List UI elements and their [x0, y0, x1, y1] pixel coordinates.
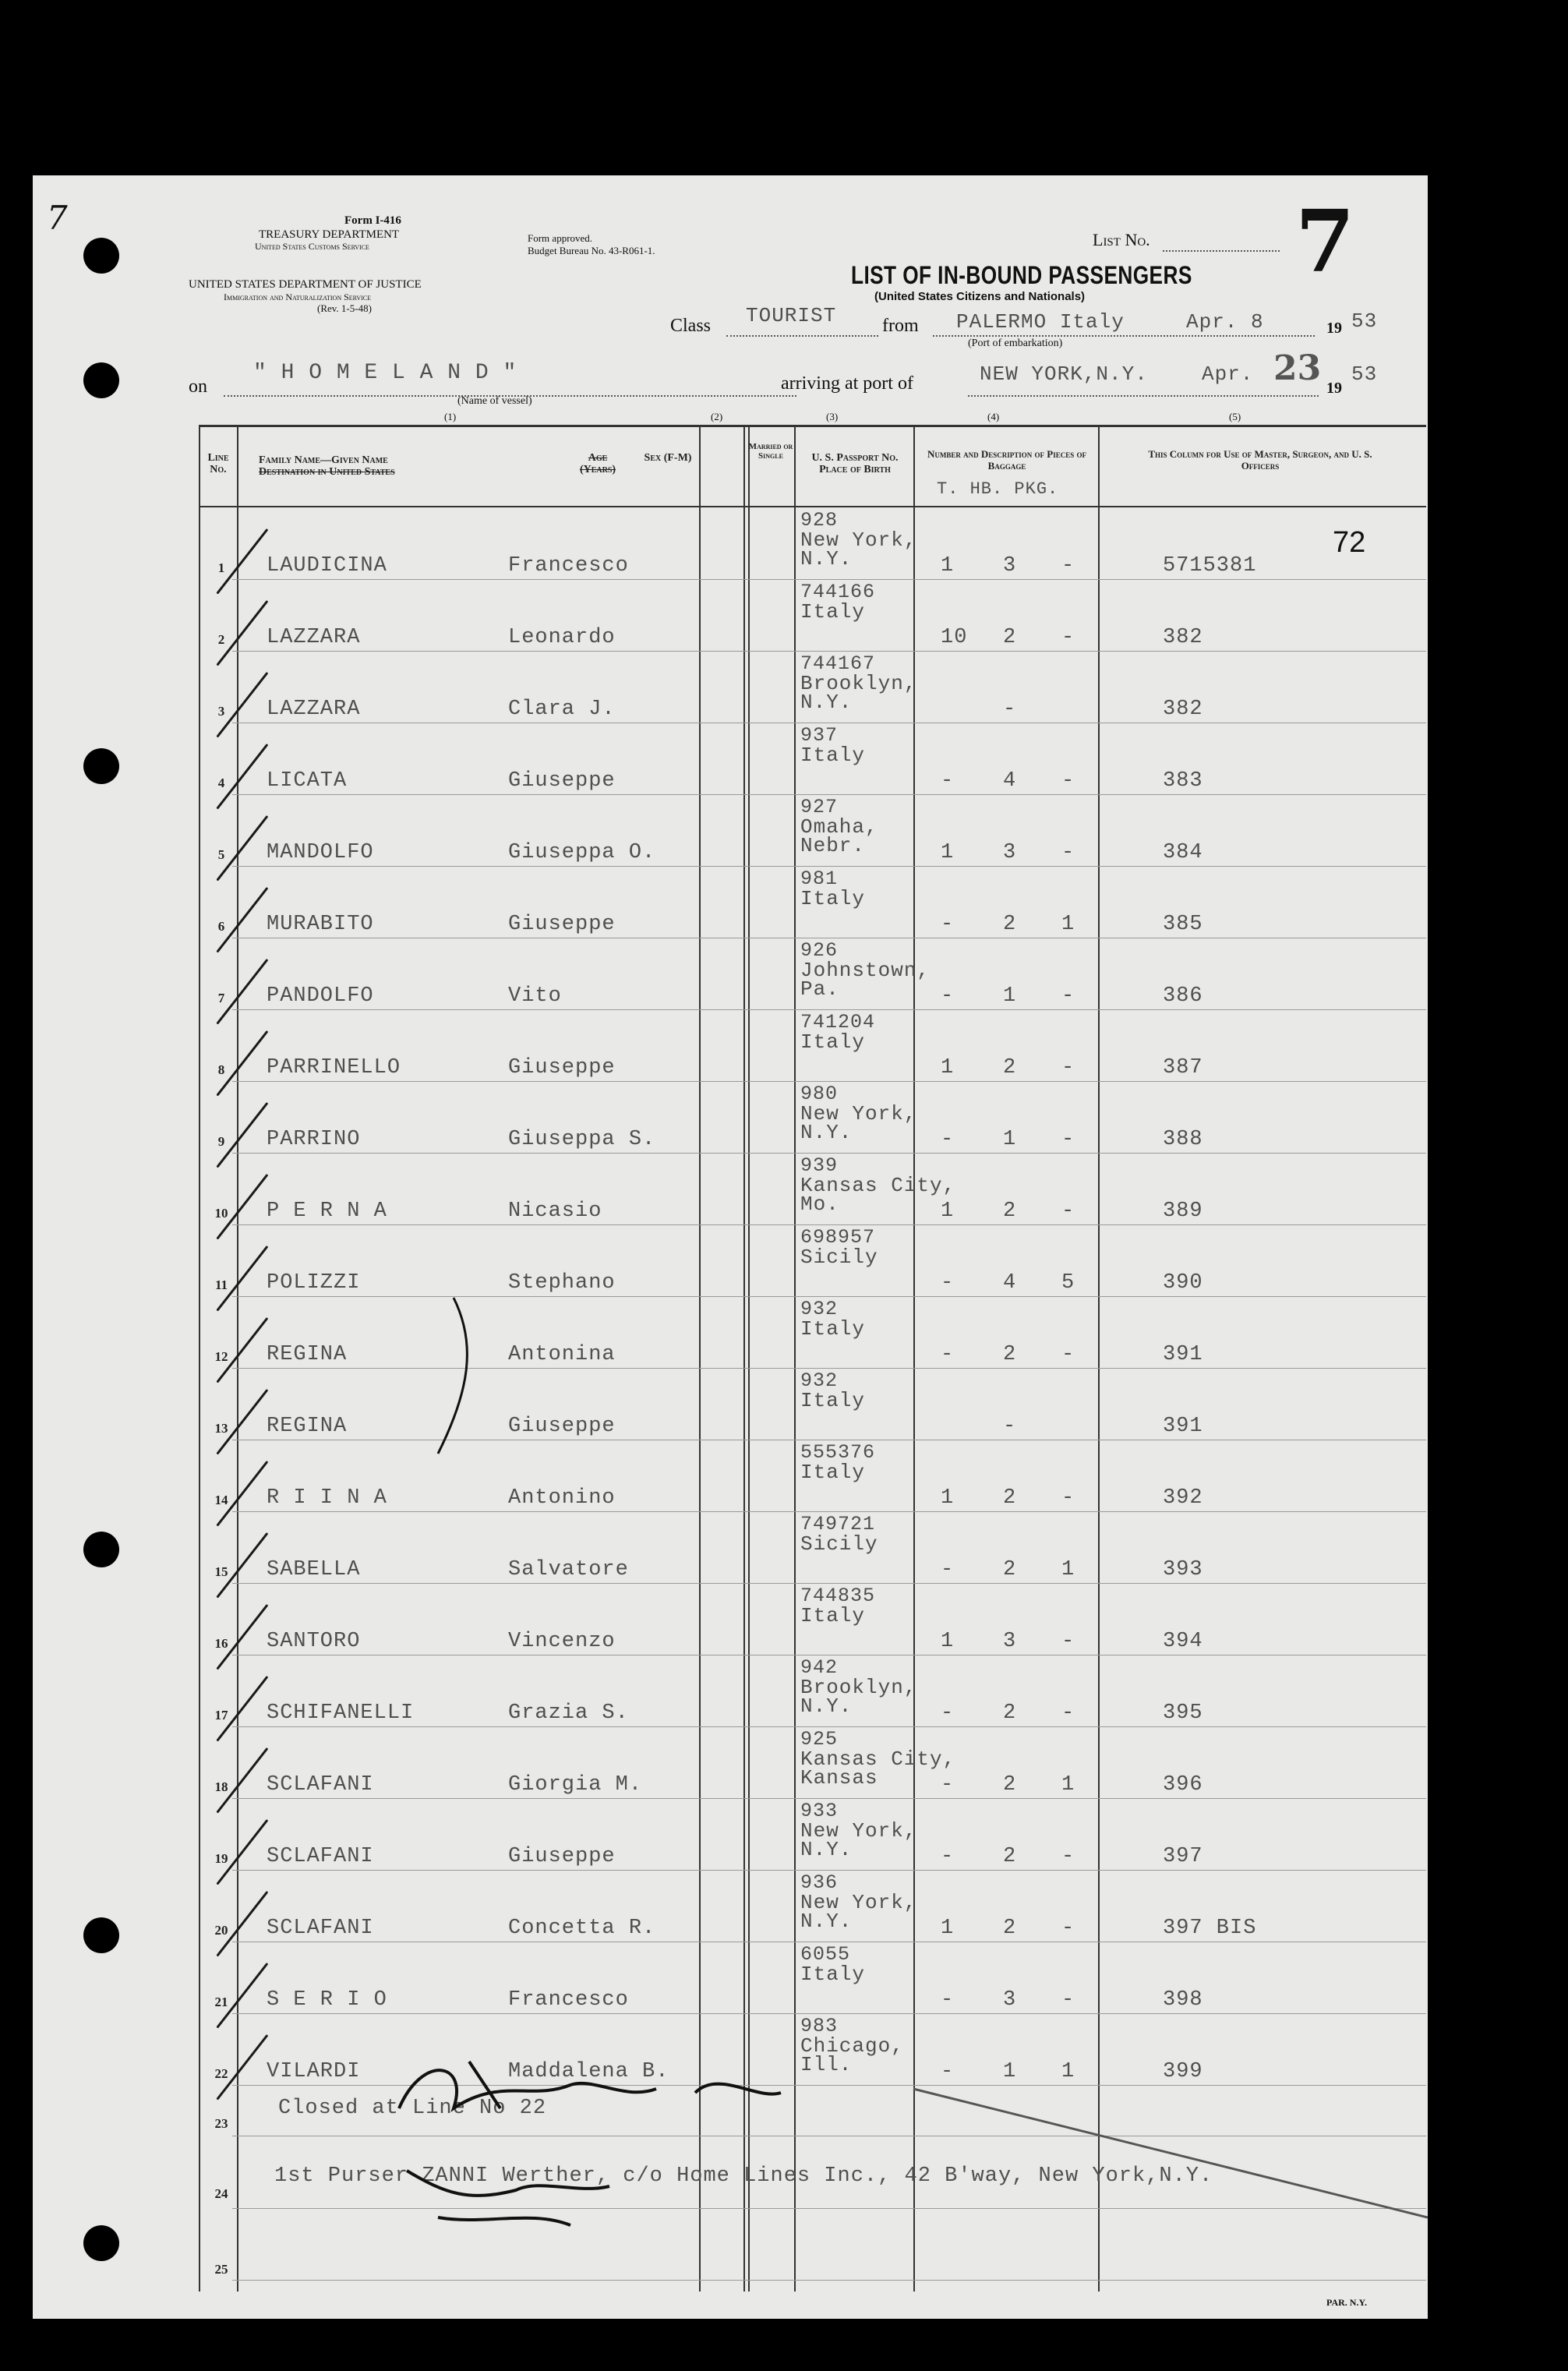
line-number: 7: [217, 991, 225, 1005]
baggage-packages: -: [1061, 1630, 1075, 1653]
place-of-birth: Italy: [800, 1461, 866, 1484]
given-name: Clara J.: [508, 698, 616, 721]
arrival-day: 23: [1273, 348, 1322, 388]
baggage-packages: -: [1061, 1486, 1075, 1510]
family-name: LAZZARA: [267, 626, 361, 649]
passport-number: 942: [800, 1656, 839, 1679]
baggage-hand: 2: [1003, 626, 1017, 649]
baggage-packages: -: [1061, 1917, 1075, 1940]
baggage-packages: -: [1061, 1701, 1075, 1725]
place-of-birth: Italy: [800, 1963, 866, 1986]
baggage-hand: 2: [1003, 1773, 1017, 1797]
col-header-age: Age (Years): [579, 452, 616, 475]
given-name: Leonardo: [508, 626, 616, 649]
place-of-birth: Chicago, Ill.: [800, 2034, 904, 2076]
family-name: SCHIFANELLI: [267, 1701, 415, 1725]
officer-number: 385: [1163, 913, 1203, 936]
baggage-hand: 2: [1003, 1701, 1017, 1725]
treasury-dept: TREASURY DEPARTMENT: [259, 228, 400, 241]
officer-number: 386: [1163, 984, 1203, 1008]
baggage-packages: -: [1061, 1128, 1075, 1151]
given-name: Francesco: [508, 554, 629, 578]
baggage-hand: 1: [1003, 1128, 1017, 1151]
place-of-birth: Italy: [800, 744, 866, 767]
given-name: Maddalena B.: [508, 2060, 669, 2083]
baggage-packages: -: [1061, 984, 1075, 1008]
baggage-trunks: -: [941, 1845, 955, 1868]
arrival-year: 53: [1351, 362, 1378, 386]
given-name: Vincenzo: [508, 1630, 616, 1653]
line-number-23: 23: [214, 2116, 228, 2131]
line-number: 9: [217, 1134, 225, 1149]
passport-number: 698957: [800, 1226, 876, 1249]
baggage-trunks: 1: [941, 1486, 955, 1510]
pen-stroke: [438, 1298, 467, 1454]
officer-number: 397: [1163, 1845, 1203, 1868]
given-name: Vito: [508, 984, 562, 1008]
arriving-label: arriving at port of: [781, 373, 913, 394]
arrival-year-prefix: 19: [1326, 380, 1342, 397]
officer-number: 388: [1163, 1128, 1203, 1151]
baggage-trunks: 1: [941, 1917, 955, 1940]
officer-number: 387: [1163, 1056, 1203, 1079]
col-header-line: Line No.: [207, 452, 229, 475]
given-name: Nicasio: [508, 1200, 602, 1223]
on-label: on: [189, 376, 207, 397]
baggage-packages: -: [1061, 1343, 1075, 1366]
place-of-birth: New York, N.Y.: [800, 1102, 917, 1144]
arrival-date: Apr.: [1202, 362, 1254, 386]
printer-mark: PAR. N.Y.: [1326, 2297, 1368, 2308]
passport-number: 981: [800, 867, 839, 890]
class-label: Class: [670, 316, 712, 336]
line-number: 14: [214, 1493, 228, 1507]
line-number: 17: [214, 1708, 228, 1723]
baggage-packages: 1: [1061, 2060, 1075, 2083]
passport-number: 749721: [800, 1513, 876, 1535]
place-of-birth: Brooklyn, N.Y.: [800, 1676, 917, 1718]
baggage-trunks: -: [941, 1271, 955, 1295]
passport-number: 927: [800, 796, 839, 818]
baggage-trunks: 1: [941, 1200, 955, 1223]
line-number: 6: [217, 919, 225, 934]
manifest-sheet: [33, 175, 1428, 2319]
officer-signature: [399, 2062, 781, 2108]
line-number: 5: [217, 847, 225, 862]
passport-number: 744167: [800, 652, 876, 675]
form-approved: Form approved.: [528, 232, 593, 244]
officer-number: 382: [1163, 626, 1203, 649]
place-of-birth: New York, N.Y.: [800, 1891, 917, 1933]
line-number-24: 24: [214, 2186, 228, 2201]
customs-service: United States Customs Service: [255, 241, 369, 252]
purser-signature: [407, 2171, 609, 2225]
place-of-birth: New York, N.Y.: [800, 1819, 917, 1861]
given-name: Grazia S.: [508, 1701, 629, 1725]
line-number: 19: [214, 1851, 228, 1866]
baggage-hand: 2: [1003, 1486, 1017, 1510]
baggage-hand: 3: [1003, 841, 1017, 864]
family-name: SCLAFANI: [267, 1917, 374, 1940]
baggage-hand: 2: [1003, 1056, 1017, 1079]
baggage-hand: 1: [1003, 2060, 1017, 2083]
col-header-passport: U. S. Passport No. Place of Birth: [811, 452, 899, 475]
officer-number: 5715381: [1163, 554, 1257, 578]
family-name: S E R I O: [267, 1988, 387, 2012]
col-header-sex: Sex (F-M): [644, 452, 692, 464]
baggage-trunks: 1: [941, 1630, 955, 1653]
baggage-hand: 2: [1003, 1343, 1017, 1366]
baggage-hand: 2: [1003, 1845, 1017, 1868]
col-header-name: Family Name—Given Name: [259, 454, 388, 466]
baggage-hand: 1: [1003, 984, 1017, 1008]
passport-number: 932: [800, 1369, 839, 1392]
line-number: 4: [217, 776, 225, 790]
officer-number: 397 BIS: [1163, 1917, 1257, 1940]
baggage-packages: -: [1061, 769, 1075, 793]
baggage-hand: 2: [1003, 1917, 1017, 1940]
passport-number: 932: [800, 1298, 839, 1320]
line-number: 1: [217, 560, 225, 575]
baggage-trunks: 10: [941, 626, 968, 649]
officer-number: 394: [1163, 1630, 1203, 1653]
passport-number: 555376: [800, 1441, 876, 1464]
baggage-packages: -: [1061, 554, 1075, 578]
passport-number: 744835: [800, 1585, 876, 1607]
baggage-trunks: -: [941, 913, 955, 936]
given-name: Giuseppe: [508, 913, 616, 936]
officer-number: 398: [1163, 1988, 1203, 2012]
baggage-hand: -: [1003, 1415, 1017, 1438]
given-name: Giuseppe: [508, 769, 616, 793]
family-name: REGINA: [267, 1343, 348, 1366]
officer-number: 391: [1163, 1415, 1203, 1438]
col-header-baggage: Number and Description of Pieces of Baggage: [927, 448, 1086, 472]
given-name: Antonina: [508, 1343, 616, 1366]
form-title: LIST OF IN-BOUND PASSENGERS: [851, 261, 1192, 289]
given-name: Giuseppe: [508, 1056, 616, 1079]
vessel-caption: (Name of vessel): [457, 395, 532, 407]
line-number: 16: [214, 1636, 228, 1651]
place-of-birth: Johnstown, Pa.: [800, 959, 931, 1001]
passport-number: 928: [800, 509, 839, 532]
baggage-trunks: 1: [941, 1056, 955, 1079]
family-name: LAZZARA: [267, 698, 361, 721]
passport-number: 744166: [800, 581, 876, 603]
family-name: PARRINELLO: [267, 1056, 401, 1079]
place-of-birth: Italy: [800, 1604, 866, 1627]
passport-number: 6055: [800, 1943, 851, 1966]
passport-number: 925: [800, 1728, 839, 1751]
purser-line: 1st Purser ZANNI Werther, c/o Home Lines Inc., 42 B'way, New York,N.Y.: [274, 2164, 1213, 2188]
officer-number: 391: [1163, 1343, 1203, 1366]
arrival-port: NEW YORK,N.Y.: [980, 362, 1148, 386]
family-name: SCLAFANI: [267, 1773, 374, 1797]
family-name: REGINA: [267, 1415, 348, 1438]
officer-number: 390: [1163, 1271, 1203, 1295]
line-number: 22: [214, 2066, 228, 2081]
family-name: MANDOLFO: [267, 841, 374, 864]
list-no-label: List No.: [1093, 230, 1150, 249]
class-value: TOURIST: [746, 304, 837, 327]
passport-number: 980: [800, 1083, 839, 1105]
baggage-packages: 1: [1061, 1773, 1075, 1797]
col-header-officers: This Column for Use of Master, Surgeon, and U. S. Officers: [1148, 448, 1372, 472]
baggage-trunks: -: [941, 1988, 955, 2012]
family-name: MURABITO: [267, 913, 374, 936]
officer-number: 384: [1163, 841, 1203, 864]
given-name: Giuseppe: [508, 1845, 616, 1868]
given-name: Concetta R.: [508, 1917, 656, 1940]
line-number-25: 25: [214, 2262, 228, 2277]
family-name: P E R N A: [267, 1200, 387, 1223]
line-number: 13: [214, 1421, 228, 1436]
place-of-birth: Italy: [800, 1317, 866, 1341]
passport-number: 933: [800, 1800, 839, 1822]
baggage-trunks: -: [941, 984, 955, 1008]
place-of-birth: Sicily: [800, 1532, 878, 1556]
diagonal-strike: [913, 2089, 1428, 2217]
place-of-birth: New York, N.Y.: [800, 528, 917, 571]
passport-number: 983: [800, 2015, 839, 2037]
family-name: PARRINO: [267, 1128, 361, 1151]
passport-number: 937: [800, 724, 839, 747]
family-name: LICATA: [267, 769, 348, 793]
col-header-married: Married or Single: [748, 442, 793, 461]
family-name: LAUDICINA: [267, 554, 387, 578]
baggage-trunks: -: [941, 1701, 955, 1725]
line-number: 11: [214, 1277, 228, 1292]
place-of-birth: Omaha, Nebr.: [800, 815, 878, 857]
form-subtitle: (United States Citizens and Nationals): [874, 290, 1086, 303]
given-name: Giuseppe: [508, 1415, 616, 1438]
baggage-packages: -: [1061, 1200, 1075, 1223]
baggage-packages: -: [1061, 1056, 1075, 1079]
place-of-birth: Kansas City, Mo.: [800, 1174, 956, 1216]
baggage-hand: 4: [1003, 769, 1017, 793]
passport-number: 939: [800, 1154, 839, 1177]
baggage-packages: 1: [1061, 913, 1075, 936]
baggage-hand: 2: [1003, 1558, 1017, 1581]
place-of-birth: Brooklyn, N.Y.: [800, 672, 917, 714]
officer-number: 392: [1163, 1486, 1203, 1510]
given-name: Giuseppa S.: [508, 1128, 656, 1151]
family-name: VILARDI: [267, 2060, 361, 2083]
baggage-hand: 4: [1003, 1271, 1017, 1295]
family-name: SABELLA: [267, 1558, 361, 1581]
family-name: R I I N A: [267, 1486, 387, 1510]
passport-number: 926: [800, 939, 839, 962]
place-of-birth: Kansas City, Kansas: [800, 1747, 956, 1790]
passport-number: 936: [800, 1871, 839, 1894]
baggage-packages: 5: [1061, 1271, 1075, 1295]
place-of-birth: Sicily: [800, 1246, 878, 1269]
col-num-5: (5): [1229, 411, 1241, 422]
place-of-birth: Italy: [800, 1030, 866, 1054]
baggage-hand: 3: [1003, 1630, 1017, 1653]
line-number: 18: [214, 1779, 228, 1794]
passport-number: 741204: [800, 1011, 876, 1034]
baggage-hand: 2: [1003, 1200, 1017, 1223]
from-label: from: [882, 316, 919, 336]
family-name: POLIZZI: [267, 1271, 361, 1295]
officer-number: 393: [1163, 1558, 1203, 1581]
officer-number: 396: [1163, 1773, 1203, 1797]
place-of-birth: Italy: [800, 600, 866, 624]
justice-dept: UNITED STATES DEPARTMENT OF JUSTICE: [189, 278, 422, 291]
given-name: Giorgia M.: [508, 1773, 643, 1797]
baggage-trunks: -: [941, 1558, 955, 1581]
line-number: 8: [217, 1062, 225, 1077]
ins-service: Immigration and Naturalization Service: [224, 292, 372, 302]
baggage-trunks: 1: [941, 841, 955, 864]
margin-mark: 7: [47, 199, 68, 237]
officer-number: 395: [1163, 1701, 1203, 1725]
baggage-packages: 1: [1061, 1558, 1075, 1581]
line-number: 15: [214, 1564, 228, 1579]
given-name: Salvatore: [508, 1558, 629, 1581]
baggage-trunks: -: [941, 2060, 955, 2083]
port-embark-caption: (Port of embarkation): [968, 337, 1063, 349]
baggage-hand: 2: [1003, 913, 1017, 936]
baggage-hand: 3: [1003, 1988, 1017, 2012]
embark-date: Apr. 8: [1186, 310, 1264, 334]
col-num-1: (1): [444, 411, 457, 422]
officer-number: 389: [1163, 1200, 1203, 1223]
baggage-trunks: 1: [941, 554, 955, 578]
family-name: PANDOLFO: [267, 984, 374, 1008]
form-revision: (Rev. 1-5-48): [317, 302, 372, 314]
budget-bureau: Budget Bureau No. 43-R061-1.: [528, 245, 655, 256]
baggage-packages: -: [1061, 1988, 1075, 2012]
given-name: Antonino: [508, 1486, 616, 1510]
family-name: SCLAFANI: [267, 1845, 374, 1868]
line-number: 20: [214, 1923, 228, 1938]
baggage-trunks: -: [941, 1343, 955, 1366]
baggage-trunks: -: [941, 769, 955, 793]
col-header-destination: Destination in United States: [259, 466, 395, 478]
col-num-4: (4): [987, 411, 1000, 422]
given-name: Francesco: [508, 1988, 629, 2012]
place-of-birth: Italy: [800, 1389, 866, 1412]
officer-number: 382: [1163, 698, 1203, 721]
baggage-trunks: -: [941, 1773, 955, 1797]
baggage-trunks: -: [941, 1128, 955, 1151]
col-num-2: (2): [711, 411, 723, 422]
port-embarkation: PALERMO Italy: [956, 310, 1125, 334]
line-number: 12: [214, 1349, 228, 1364]
given-name: Giuseppa O.: [508, 841, 656, 864]
closed-at-line: Closed at Line No 22: [278, 2097, 547, 2120]
line-number: 2: [217, 632, 225, 647]
line-number: 3: [217, 704, 225, 719]
given-name: Stephano: [508, 1271, 616, 1295]
vessel-name: " H O M E L A N D ": [253, 361, 517, 385]
handwriting-overlay: [33, 175, 1428, 2319]
form-number: Form I-416: [344, 214, 401, 227]
col-num-3: (3): [826, 411, 839, 422]
place-of-birth: Italy: [800, 887, 866, 910]
embark-year: 53: [1351, 309, 1378, 333]
list-no-value: 7: [1295, 191, 1355, 292]
baggage-hand: -: [1003, 698, 1017, 721]
officer-number: 383: [1163, 769, 1203, 793]
baggage-hand: 3: [1003, 554, 1017, 578]
baggage-subheader: T. HB. PKG.: [937, 479, 1059, 499]
year-prefix: 19: [1326, 320, 1342, 337]
officer-annotation: 72: [1333, 526, 1366, 559]
baggage-packages: -: [1061, 626, 1075, 649]
family-name: SANTORO: [267, 1630, 361, 1653]
baggage-packages: -: [1061, 1845, 1075, 1868]
line-number: 10: [214, 1206, 228, 1221]
baggage-packages: -: [1061, 841, 1075, 864]
line-number: 21: [214, 1995, 228, 2009]
officer-number: 399: [1163, 2060, 1203, 2083]
